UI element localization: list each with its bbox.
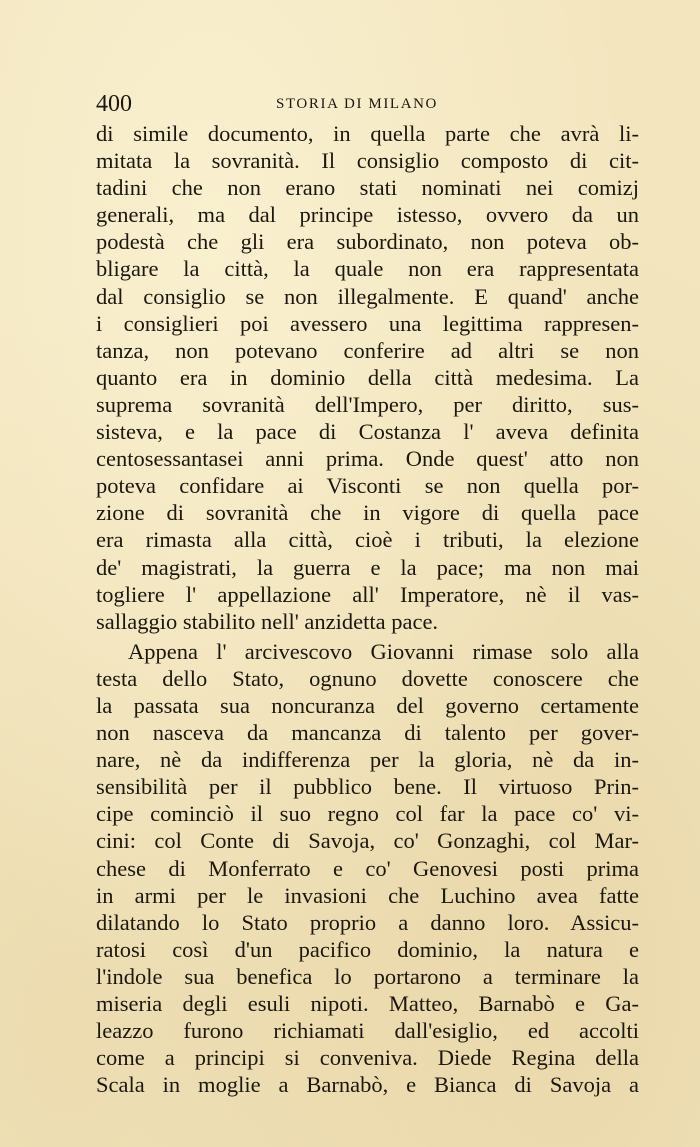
text-line: non nasceva da mancanza di talento per gover- (96, 720, 639, 746)
text-line: suprema sovranità dell'Impero, per diritto, sus- (96, 391, 639, 417)
text-line: tanza, non potevano conferire ad altri se non (96, 337, 639, 363)
text-line: generali, ma dal principe istesso, ovvero da un (96, 202, 639, 228)
text-line: mitata la sovranità. Il consiglio composto di cit- (96, 148, 639, 174)
text-line: cini: col Conte di Savoja, co' Gonzaghi, col Mar- (96, 828, 639, 854)
text-line: sallaggio stabilito nell' anzidetta pace. (96, 608, 439, 634)
text-line: l'indole sua benefica lo portarono a terminare la (96, 963, 639, 989)
book-page (96, 90, 639, 1098)
text-line: zione di sovranità che in vigore di quella pace (96, 500, 639, 526)
text-line: Scala in moglie a Barnabò, e Bianca di Savoja a (96, 1072, 639, 1098)
text-line: centosessantasei anni prima. Onde quest' atto non (96, 446, 639, 472)
text-line: Appena l' arcivescovo Giovanni rimase solo alla (128, 638, 639, 664)
text-line: poteva confidare ai Visconti se non quella por- (96, 473, 639, 499)
text-line: di simile documento, in quella parte che avrà li- (96, 121, 639, 146)
text-line: testa dello Stato, ognuno dovette conoscere che (96, 665, 639, 691)
text-line: togliere l' appellazione all' Imperatore, nè il vas- (96, 581, 639, 607)
text-line: quanto era in dominio della città medesima. La (96, 364, 639, 390)
text-line: in armi per le invasioni che Luchino avea fatte (96, 882, 639, 908)
text-line: cipe cominciò il suo regno col far la pace co' vi- (96, 801, 639, 827)
paragraph-2 (96, 638, 639, 1099)
text-line: era rimasta alla città, cioè i tributi, la elezione (96, 527, 639, 553)
text-line: miseria degli esuli nipoti. Matteo, Barnabò e Ga- (96, 991, 639, 1016)
text-line: sensibilità per il pubblico bene. Il virtuoso Prin- (96, 774, 639, 800)
text-line: tadini che non erano stati nominati nei comizj (96, 175, 639, 201)
text-line: i consiglieri poi avessero una legittima rappresen- (96, 310, 639, 336)
page-number: 400 (96, 91, 132, 117)
text-line: bligare la città, la quale non era rappresentata (96, 256, 639, 282)
text-line: la passata sua noncuranza del governo certamente (96, 692, 639, 718)
text-line: sisteva, e la pace di Costanza l' aveva definita (96, 419, 639, 445)
text-line: podestà che gli era subordinato, non poteva ob- (96, 229, 639, 255)
running-title: STORIA DI MILANO (276, 96, 438, 112)
text-line: leazzo furono richiamati dall'esiglio, ed accolti (96, 1018, 639, 1044)
running-head (96, 90, 639, 120)
text-line: dilatando lo Stato proprio a danno loro. Assicu- (96, 909, 639, 935)
text-line: nare, nè da indifferenza per la gloria, nè da in- (96, 747, 639, 773)
text-line: de' magistrati, la guerra e la pace; ma non mai (96, 554, 639, 580)
text-line: come a principi si conveniva. Diede Regina della (96, 1045, 639, 1071)
text-line: dal consiglio se non illegalmente. E quand' anche (96, 283, 639, 309)
text-line: chese di Monferrato e co' Genovesi posti prima (96, 855, 639, 881)
paragraph-1 (96, 120, 639, 635)
text-line: ratosi così d'un pacifico dominio, la natura e (96, 936, 639, 962)
